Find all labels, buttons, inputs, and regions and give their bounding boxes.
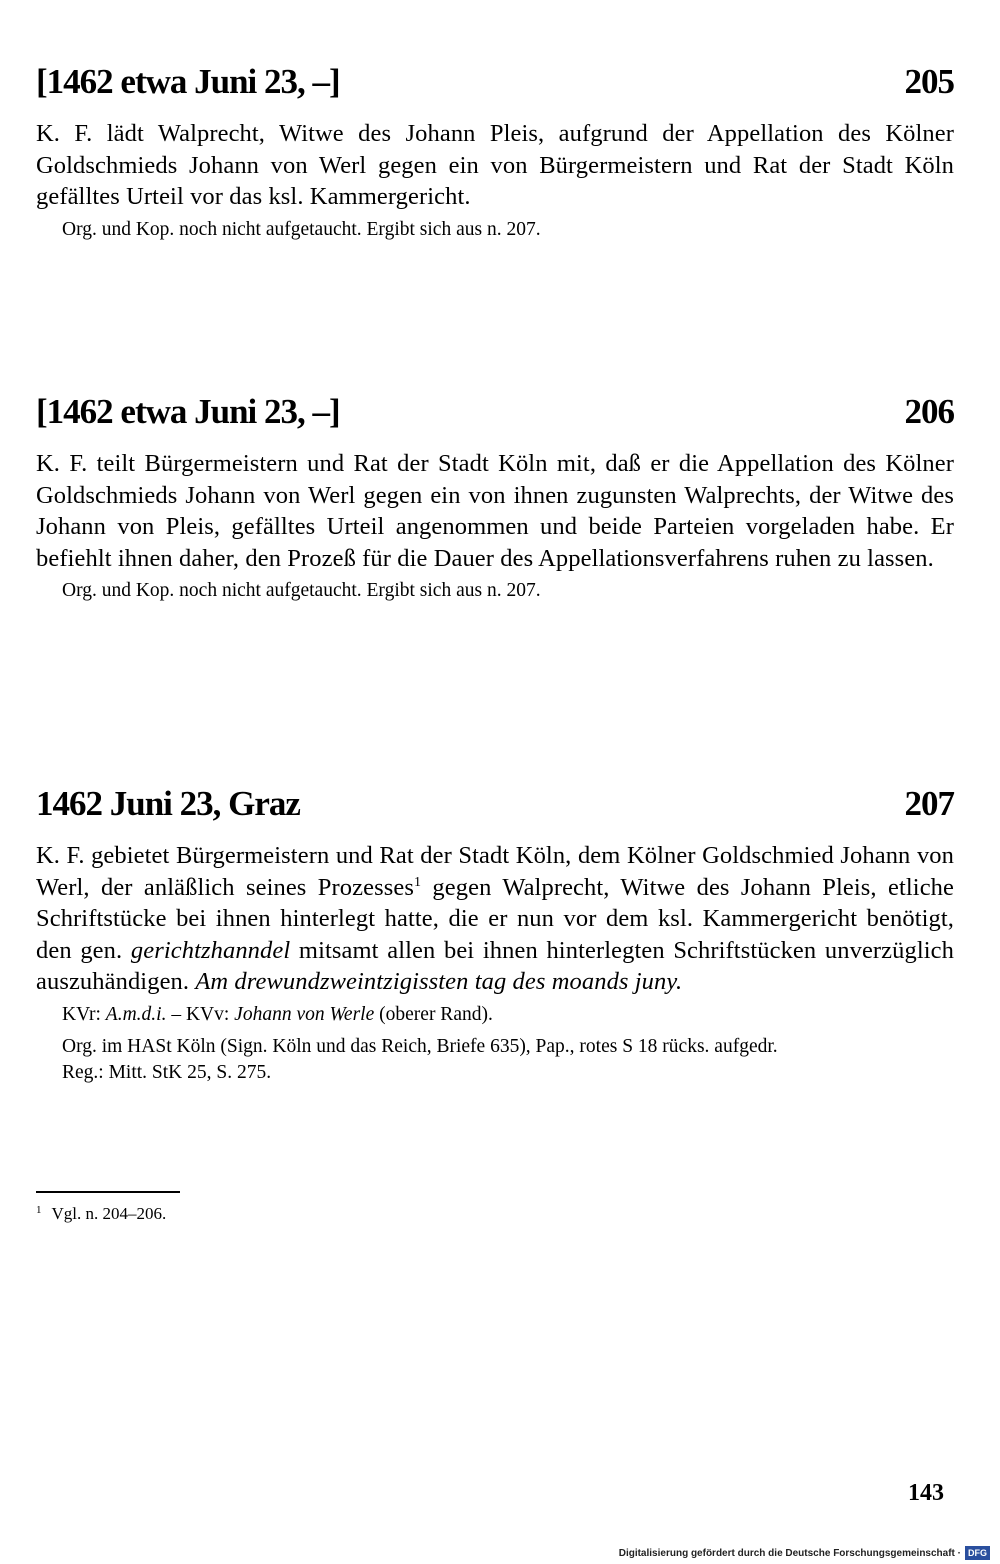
entry-205 <box>36 62 954 243</box>
summary-text: K. F. lädt Walprecht, Witwe des Johann Pleis, aufgrund der Appellation des Kölner Goldschmieds Johann von Werl gegen ein von Bürgermeistern und Rat der Stadt Köln gefälltes Urteil vor das ksl. Kammergericht. <box>36 120 954 210</box>
source-note: Org. und Kop. noch nicht aufgetaucht. Ergibt sich aus n. 207. <box>62 218 541 240</box>
page-number: 143 <box>908 1480 944 1506</box>
footnote-reference[interactable]: 1 <box>413 874 422 890</box>
kvv-label: – KVv: <box>166 1003 235 1025</box>
entry-heading <box>36 784 954 828</box>
entry-number: 205 <box>904 62 954 101</box>
entry-date: [1462 etwa Juni 23, –] <box>36 62 340 101</box>
source-note: Org. im HASt Köln (Sign. Köln und das Reich, Briefe 635), Pap., rotes S 18 rücks. aufgedr. <box>62 1035 778 1057</box>
footnote-divider <box>36 1191 180 1193</box>
summary-segment: gegen Walprecht, Witwe des Johann Pleis, etliche Schriftstücke bei ihnen hinterlegt hatte, die er nun vor dem ksl. Kammergericht benötigt, den gen. <box>36 873 954 964</box>
entry-heading <box>36 62 954 106</box>
footnote <box>36 1204 166 1224</box>
summary-segment: K. F. gebietet Bürgermeistern und Rat der Stadt Köln, dem Kölner Goldschmied Johann von Werl, der anläßlich seines Prozesses <box>36 842 954 901</box>
entry-number: 207 <box>904 784 954 823</box>
quoted-term: gerichtzhanndel <box>130 936 291 964</box>
kvv-note: (oberer Rand). <box>374 1003 493 1025</box>
dfg-logo: DFG <box>965 1546 990 1560</box>
chancery-note <box>36 1002 954 1028</box>
footnote-text: Vgl. n. 204–206. <box>51 1204 167 1223</box>
summary-segment: mitsamt allen bei ihnen hinterlegten Schriftstücken unverzüglich auszuhändigen. <box>36 936 954 995</box>
entry-summary <box>36 118 954 213</box>
entry-207 <box>36 784 954 1086</box>
digitization-credit <box>619 1546 990 1560</box>
kvr-label: KVr: <box>62 1003 106 1025</box>
kvv-value: Johann von Werle <box>234 1003 375 1025</box>
entry-summary <box>36 448 954 574</box>
entry-date: [1462 etwa Juni 23, –] <box>36 392 340 431</box>
summary-text: K. F. teilt Bürgermeistern und Rat der Stadt Köln mit, daß er die Appellation des Kölner Goldschmieds Johann von Werl gegen ein von ihnen zugunsten Walprechts, der Witwe des Johann von Pleis, gefälltes Urteil angenommen und beide Parteien vorgeladen habe. Er befiehlt ihnen daher, den Prozeß für die Dauer des Appellationsverfahrens ruhen zu lassen. <box>36 450 954 572</box>
regest-note: Reg.: Mitt. StK 25, S. 275. <box>62 1061 272 1083</box>
kvr-value: A.m.d.i. <box>105 1003 167 1025</box>
entry-number: 206 <box>904 392 954 431</box>
footnote-marker: 1 <box>36 1204 42 1216</box>
entry-206 <box>36 392 954 604</box>
dating-clause: Am drewundzweintzigissten tag des moands juny. <box>195 968 683 995</box>
summary-text <box>36 840 954 998</box>
entry-summary <box>36 840 954 998</box>
source-note: Org. und Kop. noch nicht aufgetaucht. Ergibt sich aus n. 207. <box>62 580 541 601</box>
credit-text: Digitalisierung gefördert durch die Deutsche Forschungsgemeinschaft · <box>618 1547 961 1559</box>
entry-date: 1462 Juni 23, Graz <box>36 784 300 823</box>
entry-heading <box>36 392 954 436</box>
